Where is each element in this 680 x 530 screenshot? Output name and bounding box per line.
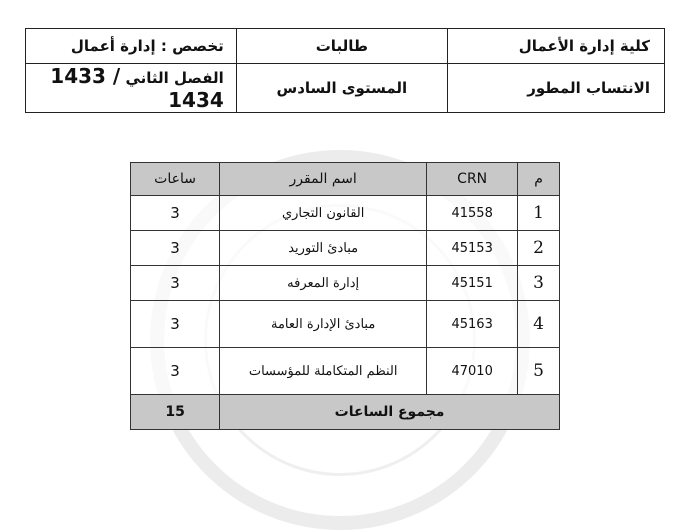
term-cell bbox=[26, 64, 237, 113]
course-hours: 3 bbox=[131, 231, 220, 266]
header-info-table bbox=[25, 28, 665, 113]
course-crn: 45153 bbox=[427, 231, 518, 266]
course-table bbox=[130, 162, 560, 430]
total-row bbox=[131, 395, 560, 430]
course-index: 3 bbox=[518, 266, 560, 301]
table-row bbox=[131, 231, 560, 266]
total-label: مجموع الساعات bbox=[220, 395, 560, 430]
term-years: 1433 / 1434 bbox=[50, 64, 224, 112]
table-row bbox=[131, 196, 560, 231]
term-label: الفصل الثاني bbox=[125, 69, 224, 87]
course-index: 2 bbox=[518, 231, 560, 266]
specialization: تخصص : إدارة أعمال bbox=[26, 29, 237, 64]
course-hours: 3 bbox=[131, 196, 220, 231]
level-label: المستوى السادس bbox=[236, 64, 447, 113]
course-name: النظم المتكاملة للمؤسسات bbox=[220, 348, 427, 395]
course-table-header bbox=[131, 163, 560, 196]
course-hours: 3 bbox=[131, 266, 220, 301]
table-row bbox=[131, 301, 560, 348]
header-row-2 bbox=[26, 64, 665, 113]
course-crn: 45163 bbox=[427, 301, 518, 348]
course-name: مبادئ الإدارة العامة bbox=[220, 301, 427, 348]
course-crn: 47010 bbox=[427, 348, 518, 395]
col-header-index: م bbox=[518, 163, 560, 196]
col-header-hours: ساعات bbox=[131, 163, 220, 196]
table-row bbox=[131, 348, 560, 395]
course-hours: 3 bbox=[131, 348, 220, 395]
students-label: طالبات bbox=[236, 29, 447, 64]
total-hours: 15 bbox=[131, 395, 220, 430]
course-name: إدارة المعرفه bbox=[220, 266, 427, 301]
col-header-crn: CRN bbox=[427, 163, 518, 196]
table-row bbox=[131, 266, 560, 301]
college-name: كلية إدارة الأعمال bbox=[447, 29, 664, 64]
header-row-1 bbox=[26, 29, 665, 64]
col-header-name: اسم المقرر bbox=[220, 163, 427, 196]
course-name: القانون التجاري bbox=[220, 196, 427, 231]
course-hours: 3 bbox=[131, 301, 220, 348]
course-crn: 45151 bbox=[427, 266, 518, 301]
course-crn: 41558 bbox=[427, 196, 518, 231]
program-name: الانتساب المطور bbox=[447, 64, 664, 113]
course-index: 1 bbox=[518, 196, 560, 231]
course-name: مبادئ التوريد bbox=[220, 231, 427, 266]
course-index: 5 bbox=[518, 348, 560, 395]
course-index: 4 bbox=[518, 301, 560, 348]
